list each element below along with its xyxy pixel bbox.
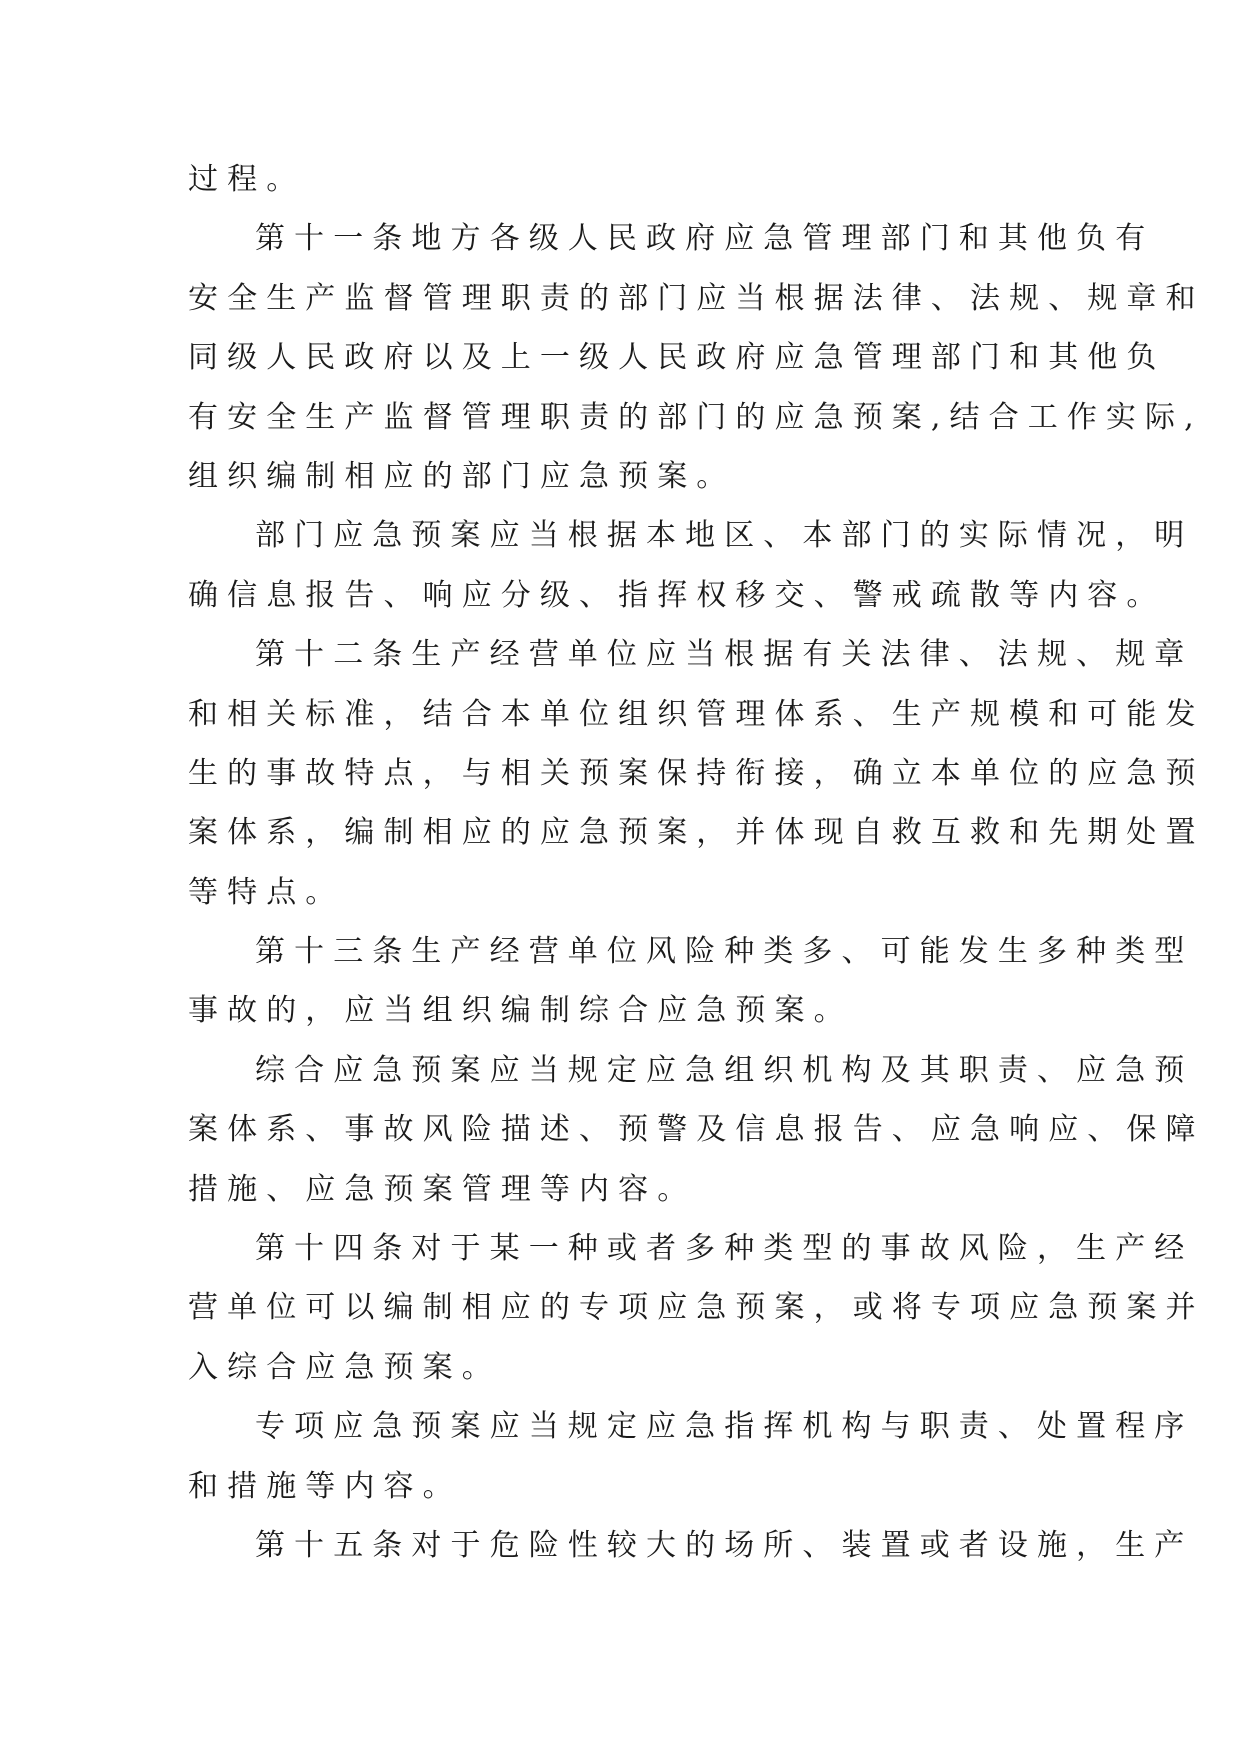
text-line: 和措施等内容。 [188,1468,462,1504]
text-line: 第十五条对于危险性较大的场所、装置或者设施，生产 [255,1527,1194,1563]
text-line: 营单位可以编制相应的专项应急预案，或将专项应急预案并 [188,1290,1205,1326]
text-line: 组织编制相应的部门应急预案。 [188,458,736,494]
text-line: 措施、应急预案管理等内容。 [188,1171,697,1207]
text-line: 综合应急预案应当规定应急组织机构及其职责、应急预 [255,1052,1194,1088]
text-line: 过程。 [188,162,306,197]
text-line: 案体系，编制相应的应急预案，并体现自救互救和先期处置 [188,815,1205,851]
text-line: 案体系、事故风险描述、预警及信息报告、应急响应、保障 [188,1112,1205,1148]
text-line: 部门应急预案应当根据本地区、本部门的实际情况，明 [255,518,1194,554]
body-text [188,150,1205,1575]
text-line: 等特点。 [188,874,345,910]
text-line: 有安全生产监督管理职责的部门的应急预案,结合工作实际, [188,399,1203,435]
text-line: 专项应急预案应当规定应急指挥机构与职责、处置程序 [255,1409,1194,1445]
text-line: 第十四条对于某一种或者多种类型的事故风险，生产经 [255,1231,1194,1267]
text-line: 第十一条地方各级人民政府应急管理部门和其他负有 [255,221,1155,257]
text-line: 入综合应急预案。 [188,1349,501,1385]
text-line: 同级人民政府以及上一级人民政府应急管理部门和其他负 [188,340,1166,376]
text-line: 确信息报告、响应分级、指挥权移交、警戒疏散等内容。 [188,577,1166,613]
text-line: 和相关标准，结合本单位组织管理体系、生产规模和可能发 [188,696,1205,732]
text-line: 事故的，应当组织编制综合应急预案。 [188,993,853,1029]
text-line: 生的事故特点，与相关预案保持衔接，确立本单位的应急预 [188,755,1205,791]
text-line: 第十二条生产经营单位应当根据有关法律、法规、规章 [255,637,1194,673]
text-line: 第十三条生产经营单位风险种类多、可能发生多种类型 [255,934,1194,970]
text-line: 安全生产监督管理职责的部门应当根据法律、法规、规章和 [188,280,1205,316]
